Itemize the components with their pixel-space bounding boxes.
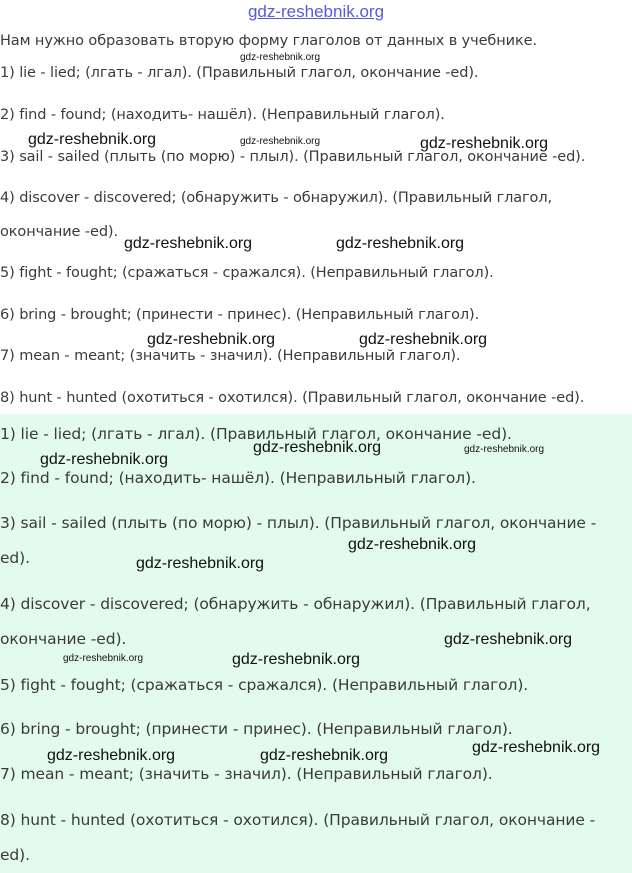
watermark: gdz-reshebnik.org xyxy=(232,651,361,668)
watermark: gdz-reshebnik.org xyxy=(336,235,465,252)
watermark: gdz-reshebnik.org xyxy=(253,439,382,456)
answer-line-8: 8) hunt - hunted (охотиться - охотился). (Правильный глагол, окончание - xyxy=(0,811,596,829)
watermark: gdz-reshebnik.org xyxy=(40,451,169,468)
watermark: gdz-reshebnik.org xyxy=(240,136,321,147)
task-line-7: 7) mean - meant; (значить - значил). (Неправильный глагол). xyxy=(0,348,461,364)
watermark: gdz-reshebnik.org xyxy=(444,631,573,648)
answer-line-5: 5) fight - fought; (сражаться - сражался). (Неправильный глагол). xyxy=(0,676,529,694)
task-line-6: 6) bring - brought; (принести - принес). (Неправильный глагол). xyxy=(0,307,480,323)
watermark: gdz-reshebnik.org xyxy=(124,235,253,252)
answer-line-4: 4) discover - discovered; (обнаружить - обнаружил). (Правильный глагол, xyxy=(0,595,591,613)
watermark: gdz-reshebnik.org xyxy=(240,52,321,63)
watermark: gdz-reshebnik.org xyxy=(147,331,276,348)
task-line-1: 1) lie - lied; (лгать - лгал). (Правильный глагол, окончание -ed). xyxy=(0,65,479,81)
watermark: gdz-reshebnik.org xyxy=(63,653,144,664)
watermark: gdz-reshebnik.org xyxy=(28,131,157,148)
watermark: gdz-reshebnik.org xyxy=(260,747,389,764)
task-line-4: 4) discover - discovered; (обнаружить - обнаружил). (Правильный глагол, xyxy=(0,190,553,206)
task-line-2: 2) find - found; (находить- нашёл). (Неправильный глагол). xyxy=(0,107,445,123)
intro-text: Нам нужно образовать вторую форму глаголов от данных в учебнике. xyxy=(0,33,537,49)
answer-line-2: 2) find - found; (находить- нашёл). (Неправильный глагол). xyxy=(0,469,476,487)
task-line-4-cont: окончание -ed). xyxy=(0,224,118,240)
task-line-8: 8) hunt - hunted (охотиться - охотился). (Правильный глагол, окончание -ed). xyxy=(0,390,585,406)
task-line-3: 3) sail - sailed (плыть (по морю) - плыл). (Правильный глагол, окончание -ed). xyxy=(0,149,586,165)
watermark: gdz-reshebnik.org xyxy=(472,739,601,756)
answer-line-4-cont: окончание -ed). xyxy=(0,630,127,648)
site-header-link[interactable]: gdz-reshebnik.org xyxy=(247,2,385,21)
watermark: gdz-reshebnik.org xyxy=(348,536,477,553)
watermark: gdz-reshebnik.org xyxy=(420,135,549,152)
watermark: gdz-reshebnik.org xyxy=(136,555,265,572)
answer-line-3-cont: ed). xyxy=(0,549,30,567)
task-line-5: 5) fight - fought; (сражаться - сражался). (Неправильный глагол). xyxy=(0,265,494,281)
watermark: gdz-reshebnik.org xyxy=(359,331,488,348)
answer-line-7: 7) mean - meant; (значить - значил). (Неправильный глагол). xyxy=(0,765,493,783)
answer-line-6: 6) bring - brought; (принести - принес). (Неправильный глагол). xyxy=(0,720,513,738)
answer-line-8-cont: ed). xyxy=(0,846,30,864)
answer-line-3: 3) sail - sailed (плыть (по морю) - плыл). (Правильный глагол, окончание - xyxy=(0,514,597,532)
answer-line-1: 1) lie - lied; (лгать - лгал). (Правильный глагол, окончание -ed). xyxy=(0,425,512,443)
watermark: gdz-reshebnik.org xyxy=(47,747,176,764)
watermark: gdz-reshebnik.org xyxy=(464,444,545,455)
